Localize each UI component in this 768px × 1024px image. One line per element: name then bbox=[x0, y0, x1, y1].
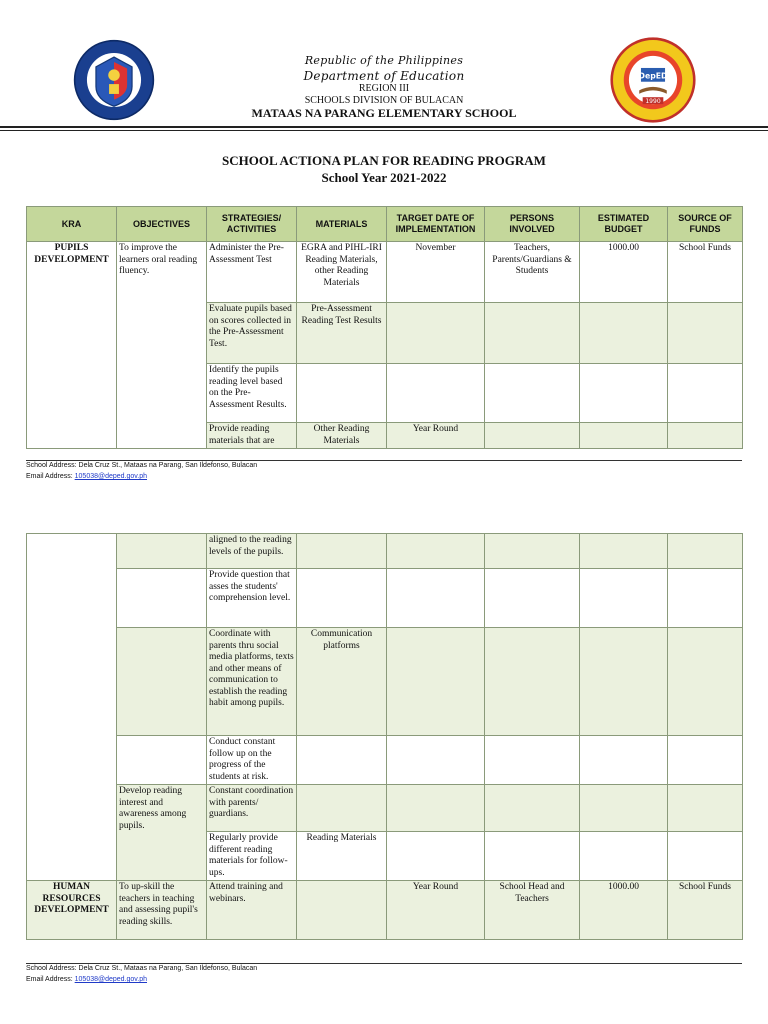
budget-cell bbox=[580, 569, 668, 628]
objective-cell bbox=[117, 569, 207, 628]
source-cell bbox=[668, 785, 743, 832]
target-cell: November bbox=[387, 242, 485, 303]
materials-cell: Pre-Assessment Reading Test Results bbox=[297, 303, 387, 364]
target-cell: Year Round bbox=[387, 881, 485, 940]
source-cell bbox=[668, 303, 743, 364]
school-name: MATAAS NA PARANG ELEMENTARY SCHOOL bbox=[251, 106, 517, 120]
kra-cell bbox=[27, 534, 117, 881]
target-cell bbox=[387, 364, 485, 423]
budget-cell bbox=[580, 364, 668, 423]
persons-cell bbox=[485, 736, 580, 785]
table-row bbox=[27, 569, 743, 628]
budget-cell bbox=[580, 534, 668, 569]
objective-cell: Develop reading interest and awareness among pupils. bbox=[117, 785, 207, 881]
target-cell: Year Round bbox=[387, 423, 485, 449]
email-link[interactable]: 105038@deped.gov.ph bbox=[74, 473, 148, 480]
strategy-cell: Coordinate with parents thru social media platforms, texts and other means of communication to establish the reading habit among pupils. bbox=[207, 628, 297, 736]
objective-cell bbox=[117, 628, 207, 736]
objective-cell: To up-skill the teachers in teaching and assessing pupil's reading skills. bbox=[117, 881, 207, 940]
persons-cell bbox=[485, 364, 580, 423]
email-address bbox=[26, 976, 742, 983]
target-cell bbox=[387, 569, 485, 628]
persons-cell bbox=[485, 534, 580, 569]
objective-cell bbox=[117, 736, 207, 785]
persons-cell bbox=[485, 785, 580, 832]
budget-cell bbox=[580, 628, 668, 736]
column-header: ESTIMATED BUDGET bbox=[580, 207, 668, 242]
email-label: Email Address: bbox=[26, 976, 73, 983]
persons-cell bbox=[485, 569, 580, 628]
persons-cell bbox=[485, 832, 580, 881]
school-address bbox=[26, 965, 742, 972]
source-cell bbox=[668, 736, 743, 785]
budget-cell bbox=[580, 736, 668, 785]
column-header: MATERIALS bbox=[297, 207, 387, 242]
budget-cell: 1000.00 bbox=[580, 881, 668, 940]
budget-cell bbox=[580, 303, 668, 364]
materials-cell bbox=[297, 785, 387, 832]
kra-cell: HUMAN RESOURCES DEVELOPMENT bbox=[27, 881, 117, 940]
source-cell bbox=[668, 423, 743, 449]
source-cell bbox=[668, 569, 743, 628]
materials-cell: Other Reading Materials bbox=[297, 423, 387, 449]
strategy-cell: Evaluate pupils based on scores collected in the Pre-Assessment Test. bbox=[207, 303, 297, 364]
table-row bbox=[27, 242, 743, 303]
budget-cell bbox=[580, 785, 668, 832]
source-cell bbox=[668, 364, 743, 423]
footer-rule bbox=[26, 460, 742, 461]
materials-cell: Reading Materials bbox=[297, 832, 387, 881]
budget-cell bbox=[580, 423, 668, 449]
school-year: School Year 2021-2022 bbox=[321, 170, 447, 185]
source-cell bbox=[668, 628, 743, 736]
strategy-cell: Administer the Pre-Assessment Test bbox=[207, 242, 297, 303]
seal-right-logo-text: DepED bbox=[638, 71, 668, 81]
table-row bbox=[27, 628, 743, 736]
table-row bbox=[27, 881, 743, 940]
materials-cell bbox=[297, 736, 387, 785]
strategy-cell: Attend training and webinars. bbox=[207, 881, 297, 940]
source-cell bbox=[668, 832, 743, 881]
materials-cell bbox=[297, 569, 387, 628]
objective-cell: To improve the learners oral reading fluency. bbox=[117, 242, 207, 449]
address-label: School Address: bbox=[26, 462, 77, 469]
materials-cell: EGRA and PIHL-IRI Reading Materials, other Reading Materials bbox=[297, 242, 387, 303]
department-heading: Department of Education bbox=[303, 69, 465, 83]
header-rule-thin bbox=[0, 130, 768, 131]
table-header-row bbox=[27, 207, 743, 242]
email-link[interactable]: 105038@deped.gov.ph bbox=[74, 976, 148, 983]
target-cell bbox=[387, 303, 485, 364]
email-address bbox=[26, 473, 742, 480]
source-cell: School Funds bbox=[668, 881, 743, 940]
table-row bbox=[27, 534, 743, 569]
materials-cell bbox=[297, 364, 387, 423]
header-rule bbox=[0, 126, 768, 128]
email-label: Email Address: bbox=[26, 473, 73, 480]
seal-right-year: 1990 bbox=[645, 98, 661, 106]
target-cell bbox=[387, 628, 485, 736]
strategy-cell: Identify the pupils reading level based on the Pre-Assessment Results. bbox=[207, 364, 297, 423]
strategy-cell: aligned to the reading levels of the pupils. bbox=[207, 534, 297, 569]
strategy-cell: Constant coordination with parents/ guardians. bbox=[207, 785, 297, 832]
column-header: TARGET DATE OF IMPLEMENTATION bbox=[387, 207, 485, 242]
strategy-cell: Conduct constant follow up on the progress of the students at risk. bbox=[207, 736, 297, 785]
address-label: School Address: bbox=[26, 965, 77, 972]
table-row bbox=[27, 736, 743, 785]
persons-cell bbox=[485, 303, 580, 364]
target-cell bbox=[387, 785, 485, 832]
action-plan-table-page2 bbox=[26, 533, 743, 940]
persons-cell: School Head and Teachers bbox=[485, 881, 580, 940]
kra-cell: PUPILS DEVELOPMENT bbox=[27, 242, 117, 449]
column-header: STRATEGIES/ ACTIVITIES bbox=[207, 207, 297, 242]
column-header: KRA bbox=[27, 207, 117, 242]
school-address bbox=[26, 462, 742, 469]
strategy-cell: Provide question that asses the students' comprehension level. bbox=[207, 569, 297, 628]
document-title: SCHOOL ACTIONA PLAN FOR READING PROGRAM bbox=[222, 153, 546, 168]
persons-cell bbox=[485, 423, 580, 449]
source-cell bbox=[668, 534, 743, 569]
budget-cell: 1000.00 bbox=[580, 242, 668, 303]
action-plan-table-page1 bbox=[26, 206, 743, 449]
persons-cell: Teachers, Parents/Guardians & Students bbox=[485, 242, 580, 303]
table-row bbox=[27, 785, 743, 832]
materials-cell bbox=[297, 881, 387, 940]
target-cell bbox=[387, 534, 485, 569]
target-cell bbox=[387, 736, 485, 785]
strategy-cell: Provide reading materials that are bbox=[207, 423, 297, 449]
target-cell bbox=[387, 832, 485, 881]
division-heading: SCHOOLS DIVISION OF BULACAN bbox=[304, 95, 464, 106]
column-header: OBJECTIVES bbox=[117, 207, 207, 242]
column-header: SOURCE OF FUNDS bbox=[668, 207, 743, 242]
republic-heading: Republic of the Philippines bbox=[304, 54, 464, 67]
strategy-cell: Regularly provide different reading materials for follow-ups. bbox=[207, 832, 297, 881]
source-cell: School Funds bbox=[668, 242, 743, 303]
budget-cell bbox=[580, 832, 668, 881]
materials-cell bbox=[297, 534, 387, 569]
persons-cell bbox=[485, 628, 580, 736]
region-heading: REGION III bbox=[358, 83, 410, 94]
materials-cell: Communication platforms bbox=[297, 628, 387, 736]
objective-cell bbox=[117, 534, 207, 569]
column-header: PERSONS INVOLVED bbox=[485, 207, 580, 242]
address-value: Dela Cruz St., Mataas na Parang, San Ildefonso, Bulacan bbox=[78, 462, 258, 469]
address-value: Dela Cruz St., Mataas na Parang, San Ildefonso, Bulacan bbox=[78, 965, 258, 972]
footer-rule bbox=[26, 963, 742, 964]
